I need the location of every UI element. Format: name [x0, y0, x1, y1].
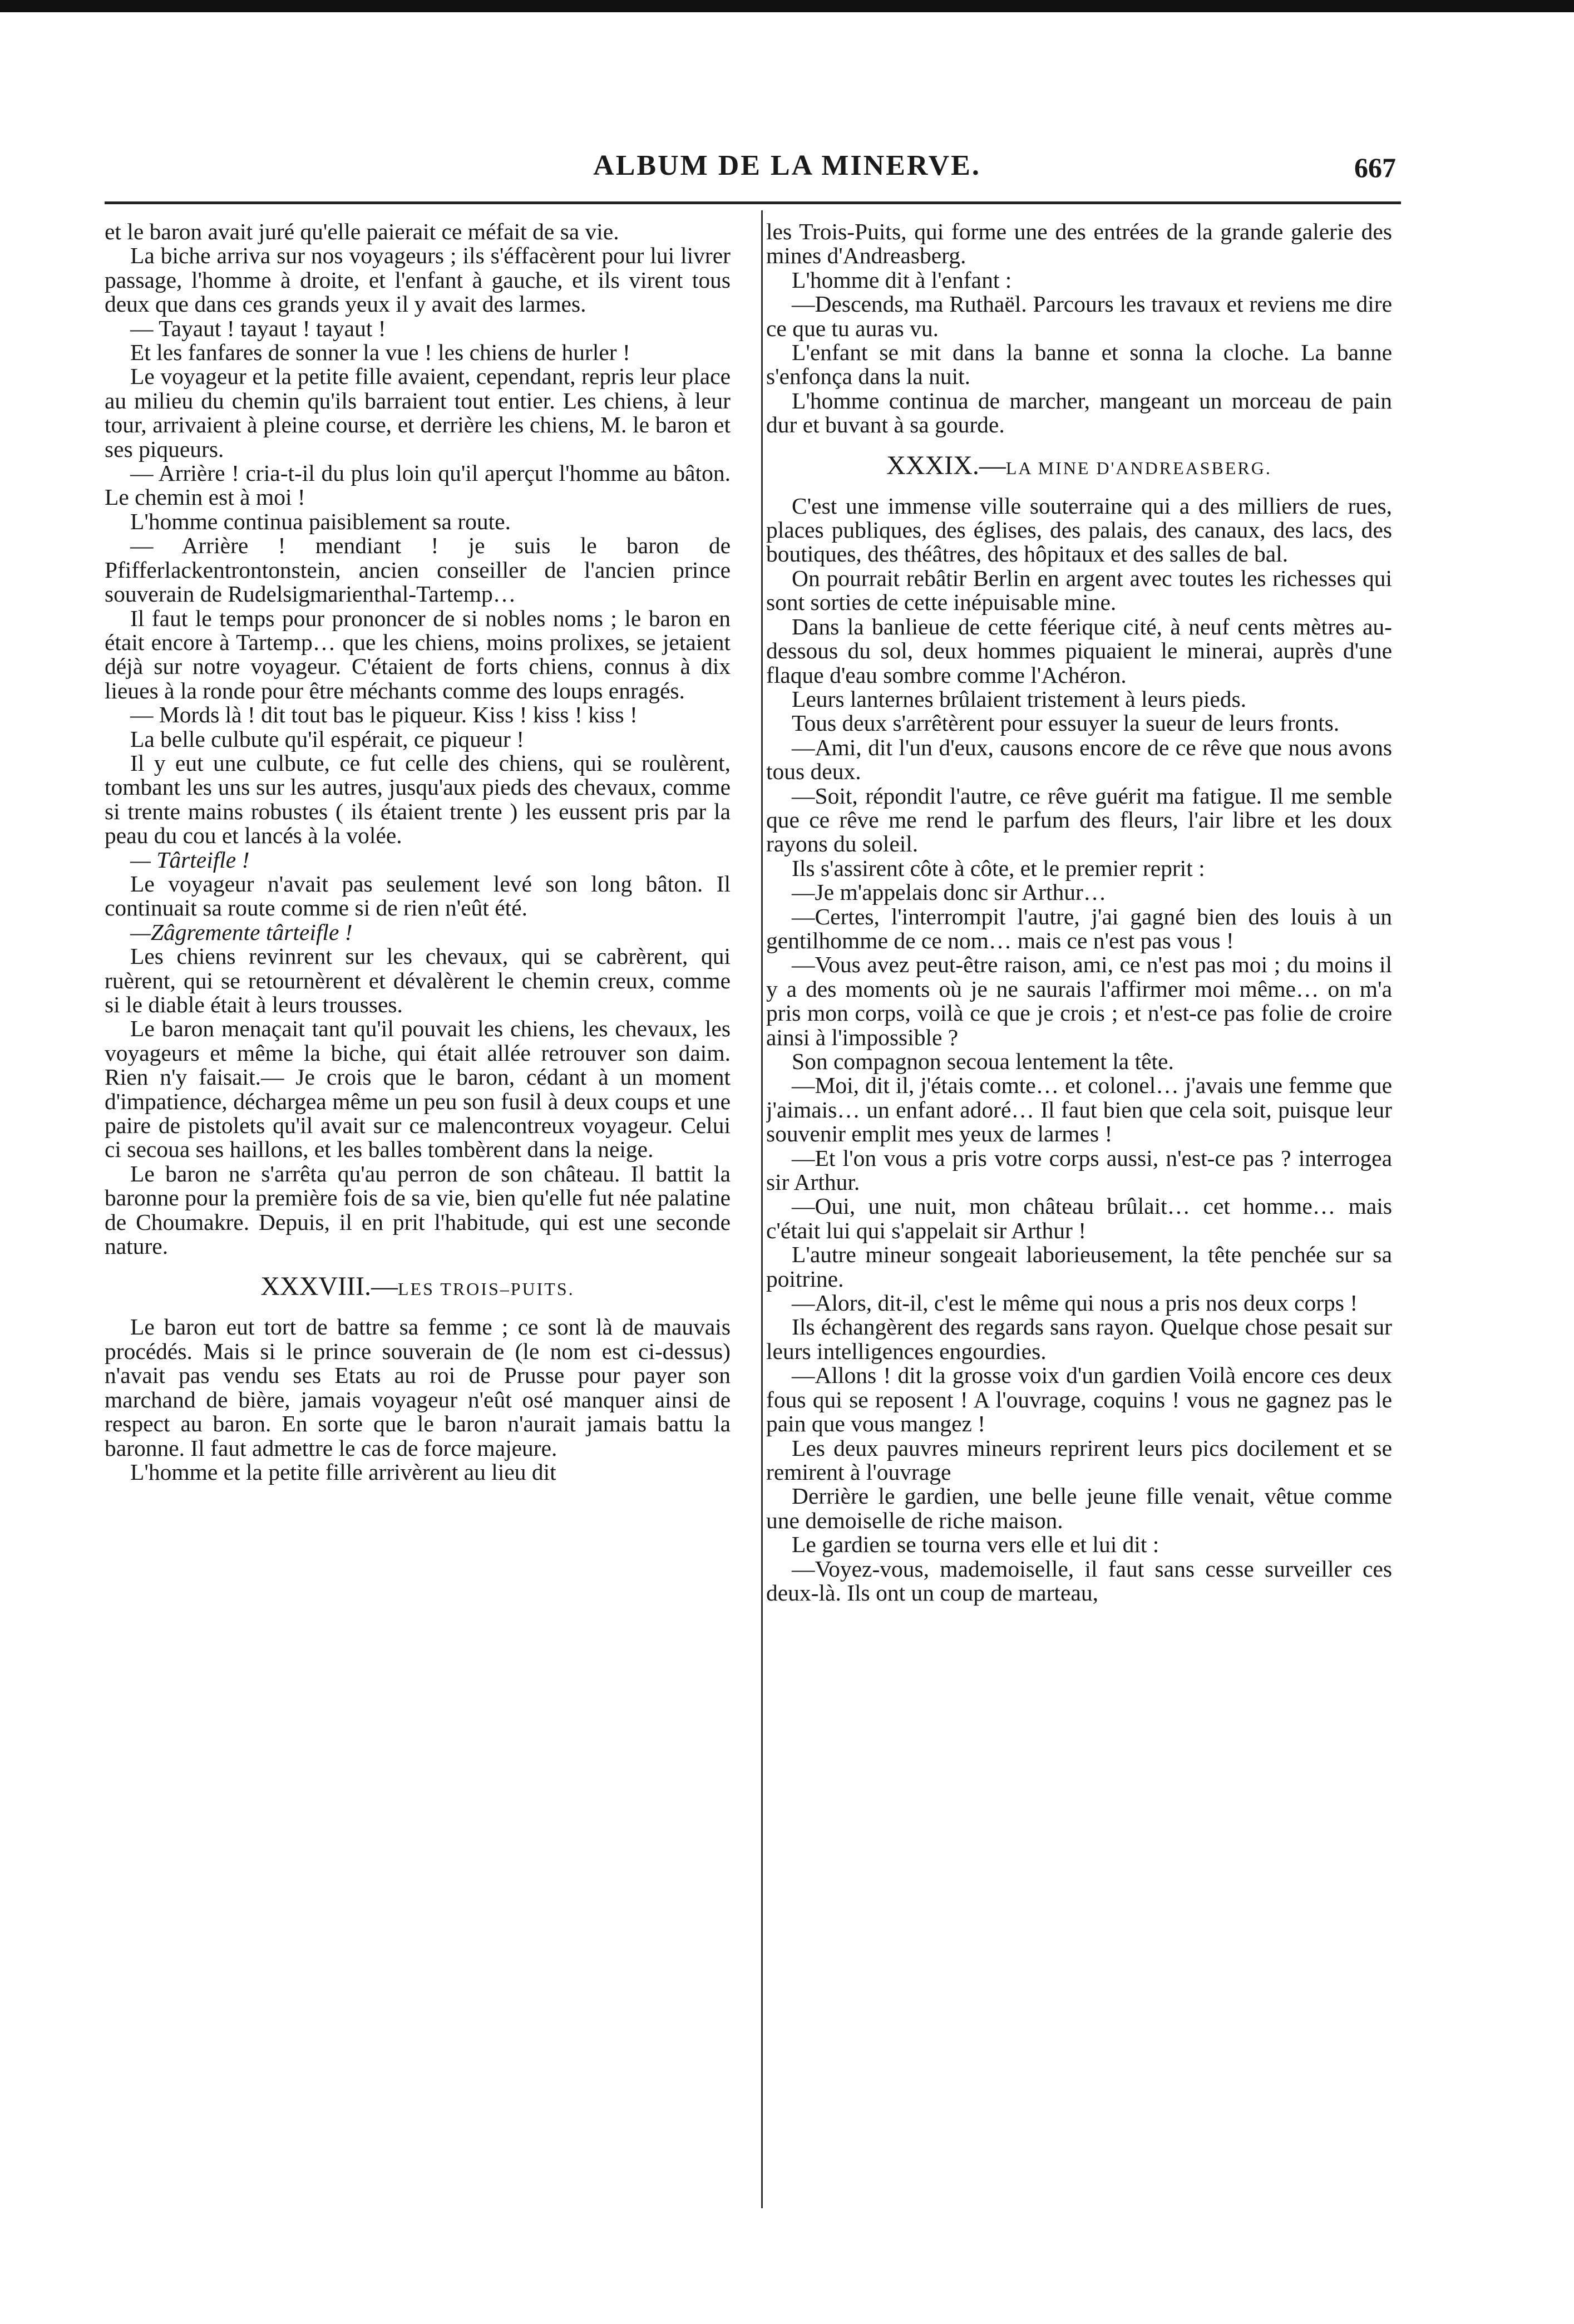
paragraph: L'homme et la petite fille arrivèrent au lieu dit	[130, 1459, 556, 1485]
paragraph: Tous deux s'arrêtèrent pour essuyer la sueur de leurs fronts.	[792, 710, 1340, 736]
paragraph: — Arrière ! cria-t-il du plus loin qu'il aperçut l'homme au bâton. Le chemin est à moi !	[105, 460, 731, 510]
paragraph: Derrière le gardien, une belle jeune fille venait, vêtue comme une demoiselle de riche maison.	[766, 1483, 1392, 1533]
paragraph: Ils échangèrent des regards sans rayon. Quelque chose pesait sur leurs intelligences engourdies.	[766, 1314, 1392, 1364]
header-rule	[105, 201, 1401, 204]
paragraph: —Moi, dit il, j'étais comte… et colonel… j'avais une femme que j'aimais… un enfant adoré… Il faut bien que cela soit, puisque leur souvenir emplit mes yeux de larmes !	[766, 1072, 1392, 1147]
paragraph-group	[766, 220, 1392, 437]
right-column	[766, 220, 1392, 2212]
paragraph: —Descends, ma Ruthaël. Parcours les travaux et reviens me dire ce que tu auras vu.	[766, 291, 1392, 341]
paragraph: — Tayaut ! tayaut ! tayaut !	[130, 315, 386, 341]
paragraph: Ils s'assirent côte à côte, et le premier reprit :	[792, 855, 1205, 881]
section-heading: XXXIX.—LA MINE D'ANDREASBERG.	[886, 450, 1272, 480]
paragraph: —Zâgremente târteifle !	[130, 919, 353, 945]
paragraph: L'homme dit à l'enfant :	[792, 267, 1012, 293]
paragraph: Le baron ne s'arrêta qu'au perron de son château. Il battit la baronne pour la première fois de sa vie, bien qu'elle fut née palatine de Choumakre. Depuis, il en prit l'habitude, qui est une seconde nature.	[105, 1160, 731, 1259]
paragraph: —Oui, une nuit, mon château brûlait… cet homme… mais c'était lui qui s'appelait sir Arthur !	[766, 1193, 1392, 1243]
paragraph: —Et l'on vous a pris votre corps aussi, n'est-ce pas ? interrogea sir Arthur.	[766, 1145, 1392, 1195]
paragraph: Le voyageur n'avait pas seulement levé son long bâton. Il continuait sa route comme si de rien n'eût été.	[105, 870, 731, 921]
paragraph: Le baron eut tort de battre sa femme ; ce sont là de mauvais procédés. Mais si le prince souverain de (le nom est ci-dessus) n'avait pas vendu ses Etats au roi de Prusse pour payer son marchand de bière, jamais voyageur n'eût osé manquer ainsi de respect au baron. En sorte que le baron n'aurait jamais battu la baronne. Il faut admettre le cas de force majeure.	[105, 1314, 731, 1461]
paragraph: On pourrait rebâtir Berlin en argent avec toutes les richesses qui sont sorties de cette inépuisable mine.	[766, 565, 1392, 616]
paragraph: L'enfant se mit dans la banne et sonna la cloche. La banne s'enfonça dans la nuit.	[766, 339, 1392, 390]
paragraph: L'homme continua paisiblement sa route.	[130, 508, 511, 534]
paragraph: —Alors, dit-il, c'est le même qui nous a pris nos deux corps !	[792, 1290, 1358, 1316]
paragraph: Il faut le temps pour prononcer de si nobles noms ; le baron en était encore à Tartemp… que les chiens, moins prolixes, se jetaient déjà sur notre voyageur. C'étaient de forts chiens, connus à dix lieues à la ronde pour être méchants comme des loups enragés.	[105, 605, 731, 703]
paragraph: La belle culbute qu'il espérait, ce piqueur !	[130, 726, 525, 752]
paragraph: Son compagnon secoua lentement la tête.	[792, 1048, 1174, 1074]
paragraph: Le baron menaçait tant qu'il pouvait les chiens, les chevaux, les voyageurs et même la biche, qui était allée retrouver son daim. Rien n'y faisait.— Je crois que le baron, cédant à un moment d'impatience, déchargea même un peu son fusil à deux coups et une paire de pistolets qu'il avait sur ce malencontreux voyageur. Celui ci secoua ses haillons, et les balles tombèrent dans la neige.	[105, 1016, 731, 1163]
paragraph-group	[105, 944, 731, 1258]
paragraph: La biche arriva sur nos voyageurs ; ils s'éffacèrent pour lui livrer passage, l'homme à droite, et l'enfant à gauche, et ils virent tous deux que dans ces grands yeux il y avait des larmes.	[105, 243, 731, 317]
running-head: ALBUM DE LA MINERVE.	[593, 150, 981, 181]
paragraph: Il y eut une culbute, ce fut celle des chiens, qui se roulèrent, tombant les uns sur les autres, jusqu'aux pieds des chevaux, comme si trente mains robustes ( ils étaient trente ) les eussent pris par la peau du cou et lancés à la volée.	[105, 750, 731, 849]
scan-edge	[0, 0, 1574, 12]
paragraph: L'autre mineur songeait laborieusement, la tête penchée sur sa poitrine.	[766, 1242, 1392, 1292]
paragraph: Les deux pauvres mineurs reprirent leurs pics docilement et se remirent à l'ouvrage	[766, 1435, 1392, 1485]
paragraph: — Târteifle !	[130, 846, 250, 873]
left-column	[105, 220, 731, 2212]
paragraph-group	[105, 220, 731, 848]
paragraph: les Trois-Puits, qui forme une des entrées de la grande galerie des mines d'Andreasberg.	[766, 220, 1392, 269]
paragraph-group	[105, 872, 731, 920]
paragraph: Leurs lanternes brûlaient tristement à leurs pieds.	[792, 686, 1247, 712]
paragraph: Dans la banlieue de cette féerique cité, à neuf cents mètres au-dessous du sol, deux hommes piquaient le minerai, auprès d'une flaque d'eau sombre comme l'Achéron.	[766, 613, 1392, 688]
paragraph: Les chiens revinrent sur les chevaux, qui se cabrèrent, qui ruèrent, qui se retournèrent et dévalèrent le chemin creux, comme si le diable était à leurs trousses.	[105, 943, 731, 1017]
paragraph: —Allons ! dit la grosse voix d'un gardien Voilà encore ces deux fous qui se reposent ! A l'ouvrage, coquins ! vous ne gagnez pas le pain que vous mangez !	[766, 1362, 1392, 1437]
paragraph: —Ami, dit l'un d'eux, causons encore de ce rêve que nous avons tous deux.	[766, 734, 1392, 785]
paragraph: Le gardien se tourna vers elle et lui dit :	[792, 1532, 1159, 1558]
paragraph-group	[766, 494, 1392, 1606]
paragraph: —Je m'appelais donc sir Arthur…	[792, 879, 1107, 905]
paragraph: —Soit, répondit l'autre, ce rêve guérit ma fatigue. Il me semble que ce rêve me rend le parfum des fleurs, l'air libre et les doux rayons du soleil.	[766, 782, 1392, 857]
paragraph: L'homme continua de marcher, mangeant un morceau de pain dur et buvant à sa gourde.	[766, 387, 1392, 438]
section-heading: XXXVIII.—LES TROIS–PUITS.	[260, 1272, 575, 1302]
paragraph: —Certes, l'interrompit l'autre, j'ai gagné bien des louis à un gentilhomme de ce nom… mais ce n'est pas vous !	[766, 903, 1392, 953]
paragraph: Le voyageur et la petite fille avaient, cependant, repris leur place au milieu du chemin qu'ils barraient tout entier. Les chiens, à leur tour, arrivaient à pleine course, et derrière les chiens, M. le baron et ses piqueurs.	[105, 363, 731, 462]
paragraph: C'est une immense ville souterraine qui a des milliers de rues, places publiques, des églises, des palais, des canaux, des lacs, des boutiques, des théâtres, des hôpitaux et des salles de bal.	[766, 493, 1392, 567]
paragraph: Et les fanfares de sonner la vue ! les chiens de hurler !	[130, 339, 630, 366]
paragraph-group	[105, 1315, 731, 1484]
paragraph: — Mords là ! dit tout bas le piqueur. Kiss ! kiss ! kiss !	[130, 702, 638, 728]
column-rule	[761, 210, 763, 2208]
paragraph: —Voyez-vous, mademoiselle, il faut sans cesse surveiller ces deux-là. Ils ont un coup de marteau,	[766, 1555, 1392, 1606]
paragraph: — Arrière ! mendiant ! je suis le baron de Pfifferlackentrontonstein, ancien conseiller de l'ancien prince souverain de Rudelsigmarienthal-Tartemp…	[105, 533, 731, 607]
page-number: 667	[1354, 152, 1396, 183]
paragraph: et le baron avait juré qu'elle paierait ce méfait de sa vie.	[105, 220, 619, 244]
paragraph: —Vous avez peut-être raison, ami, ce n'est pas moi ; du moins il y a des moments où je ne saurais l'affirmer moi même… on m'a pris mon corps, voilà ce que je crois ; et n'est-ce pas folie de croire ainsi à l'impossible ?	[766, 952, 1392, 1050]
